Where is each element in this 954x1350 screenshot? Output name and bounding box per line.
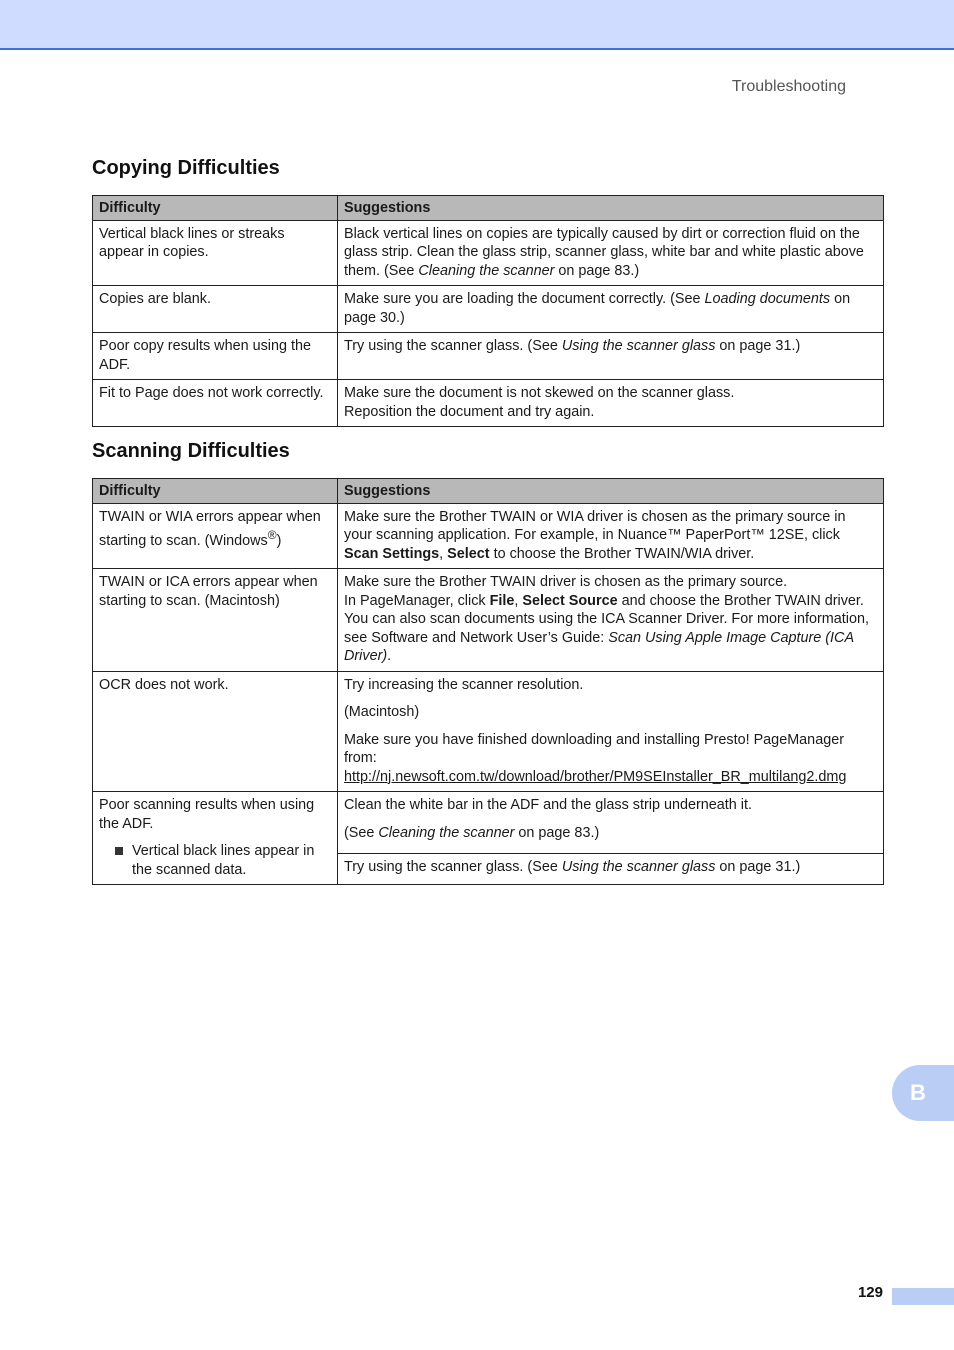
suggestion-text: on page 31.) [715,858,801,875]
suggestion-text: to choose the Brother TWAIN/WIA driver. [489,545,755,562]
difficulty-cell: Copies are blank. [93,286,338,333]
suggestion-text: Black vertical lines on copies are typically caused by dirt or correction fluid on the glass strip. Clean the glass strip, scanner glass, white bar and white plastic above them. (See [344,225,864,279]
suggestion-reference: Cleaning the scanner [418,262,555,279]
suggestion-cell [338,671,884,792]
suggestion-text: Make sure the Brother TWAIN or WIA driver is chosen as the primary source in your scanning application. For example, in Nuance™ PaperPort™ 12SE, click [344,508,846,543]
suggestion-paragraph [344,592,877,666]
suggestion-reference: Cleaning the scanner [378,824,515,841]
difficulty-cell [93,792,338,885]
page-number: 129 [857,1284,883,1301]
suggestion-text: and choose the Brother TWAIN driver. You can also scan documents using the ICA Scanner Driver. For more information, see Software and Network User’s Guide: [344,592,869,646]
scanning-difficulties-heading: Scanning Difficulties [92,440,290,462]
table-header-row [93,479,884,504]
suggestion-text: Try using the scanner glass. (See [344,858,562,875]
square-bullet-icon [115,847,123,855]
bullet-text: Vertical black lines appear in the scanned data. [132,843,315,878]
suggestion-text: on page 83.) [514,824,600,841]
suggestion-cell [338,220,884,286]
difficulty-cell: Poor copy results when using the ADF. [93,333,338,380]
suggestion-paragraph: Clean the white bar in the ADF and the glass strip underneath it. [344,797,752,813]
column-header-suggestions: Suggestions [338,479,884,504]
ui-term-select: Select [447,545,490,562]
difficulty-text: ) [276,532,282,549]
ui-term-select-source: Select Source [522,592,618,609]
suggestion-cell [338,792,884,854]
ui-term-file: File [489,592,515,609]
suggestion-text: . [387,648,392,664]
table-row [93,286,884,333]
suggestion-text: on page 83.) [554,262,640,279]
suggestion-cell [338,503,884,569]
suggestion-line: Make sure the document is not skewed on the scanner glass. [344,385,735,401]
suggestion-cell [338,333,884,380]
difficulty-cell: TWAIN or ICA errors appear when starting to scan. (Macintosh) [93,569,338,672]
table-row [93,503,884,569]
table-row [93,380,884,427]
column-header-suggestions: Suggestions [338,196,884,221]
copying-difficulties-heading: Copying Difficulties [92,157,280,179]
registered-mark: ® [267,528,277,542]
suggestion-cell [338,569,884,672]
suggestion-paragraph: (Macintosh) [344,704,420,720]
suggestion-cell [338,380,884,427]
suggestion-text: on page 31.) [715,338,801,354]
suggestion-paragraph [344,824,877,843]
suggestion-text: Make sure you are loading the document correctly. (See [344,291,705,307]
table-header-row [93,196,884,221]
appendix-tab: B [892,1065,954,1121]
running-head: Troubleshooting [731,78,846,95]
difficulty-text: Poor scanning results when using the ADF. [99,797,315,832]
ui-term-scan-settings: Scan Settings [344,545,440,562]
difficulty-cell: Vertical black lines or streaks appear in copies. [93,220,338,286]
column-header-difficulty: Difficulty [93,196,338,221]
suggestion-text: , [514,592,523,609]
bullet-item [99,842,331,879]
suggestion-text: Make sure you have finished downloading and installing Presto! PageManager from: [344,731,844,766]
difficulty-cell [93,503,338,569]
top-header-band [0,0,954,50]
column-header-difficulty: Difficulty [93,479,338,504]
suggestion-text: Try using the scanner glass. (See [344,338,562,354]
suggestion-reference: Loading documents [704,291,831,307]
suggestion-paragraph: Try increasing the scanner resolution. [344,676,584,693]
page-number-bar [892,1288,954,1305]
difficulty-cell: OCR does not work. [93,671,338,792]
scanning-difficulties-table [92,478,884,885]
difficulty-text: TWAIN or WIA errors appear when starting to scan. (Windows [99,508,321,549]
suggestion-cell [338,853,884,884]
suggestion-text: In PageManager, click [344,592,490,609]
difficulty-cell: Fit to Page does not work correctly. [93,380,338,427]
suggestion-text: , [439,545,448,562]
table-row [93,333,884,380]
suggestion-line: Make sure the Brother TWAIN driver is chosen as the primary source. [344,574,788,590]
suggestion-reference: Using the scanner glass [561,338,716,354]
suggestion-cell [338,286,884,333]
copying-difficulties-table [92,195,884,427]
table-row [93,671,884,792]
table-row [93,220,884,286]
suggestion-text: on page 30.) [344,291,851,326]
suggestion-reference: Using the scanner glass [561,858,716,875]
suggestion-line: Reposition the document and try again. [344,403,595,420]
table-row [93,569,884,672]
suggestion-reference: Scan Using Apple Image Capture (ICA Driver) [344,629,854,664]
download-link[interactable]: http://nj.newsoft.com.tw/download/brother/PM9SEInstaller_BR_multilang2.dmg [344,768,847,785]
table-row [93,792,884,854]
suggestion-text: (See [344,824,379,841]
suggestion-paragraph [344,731,877,787]
